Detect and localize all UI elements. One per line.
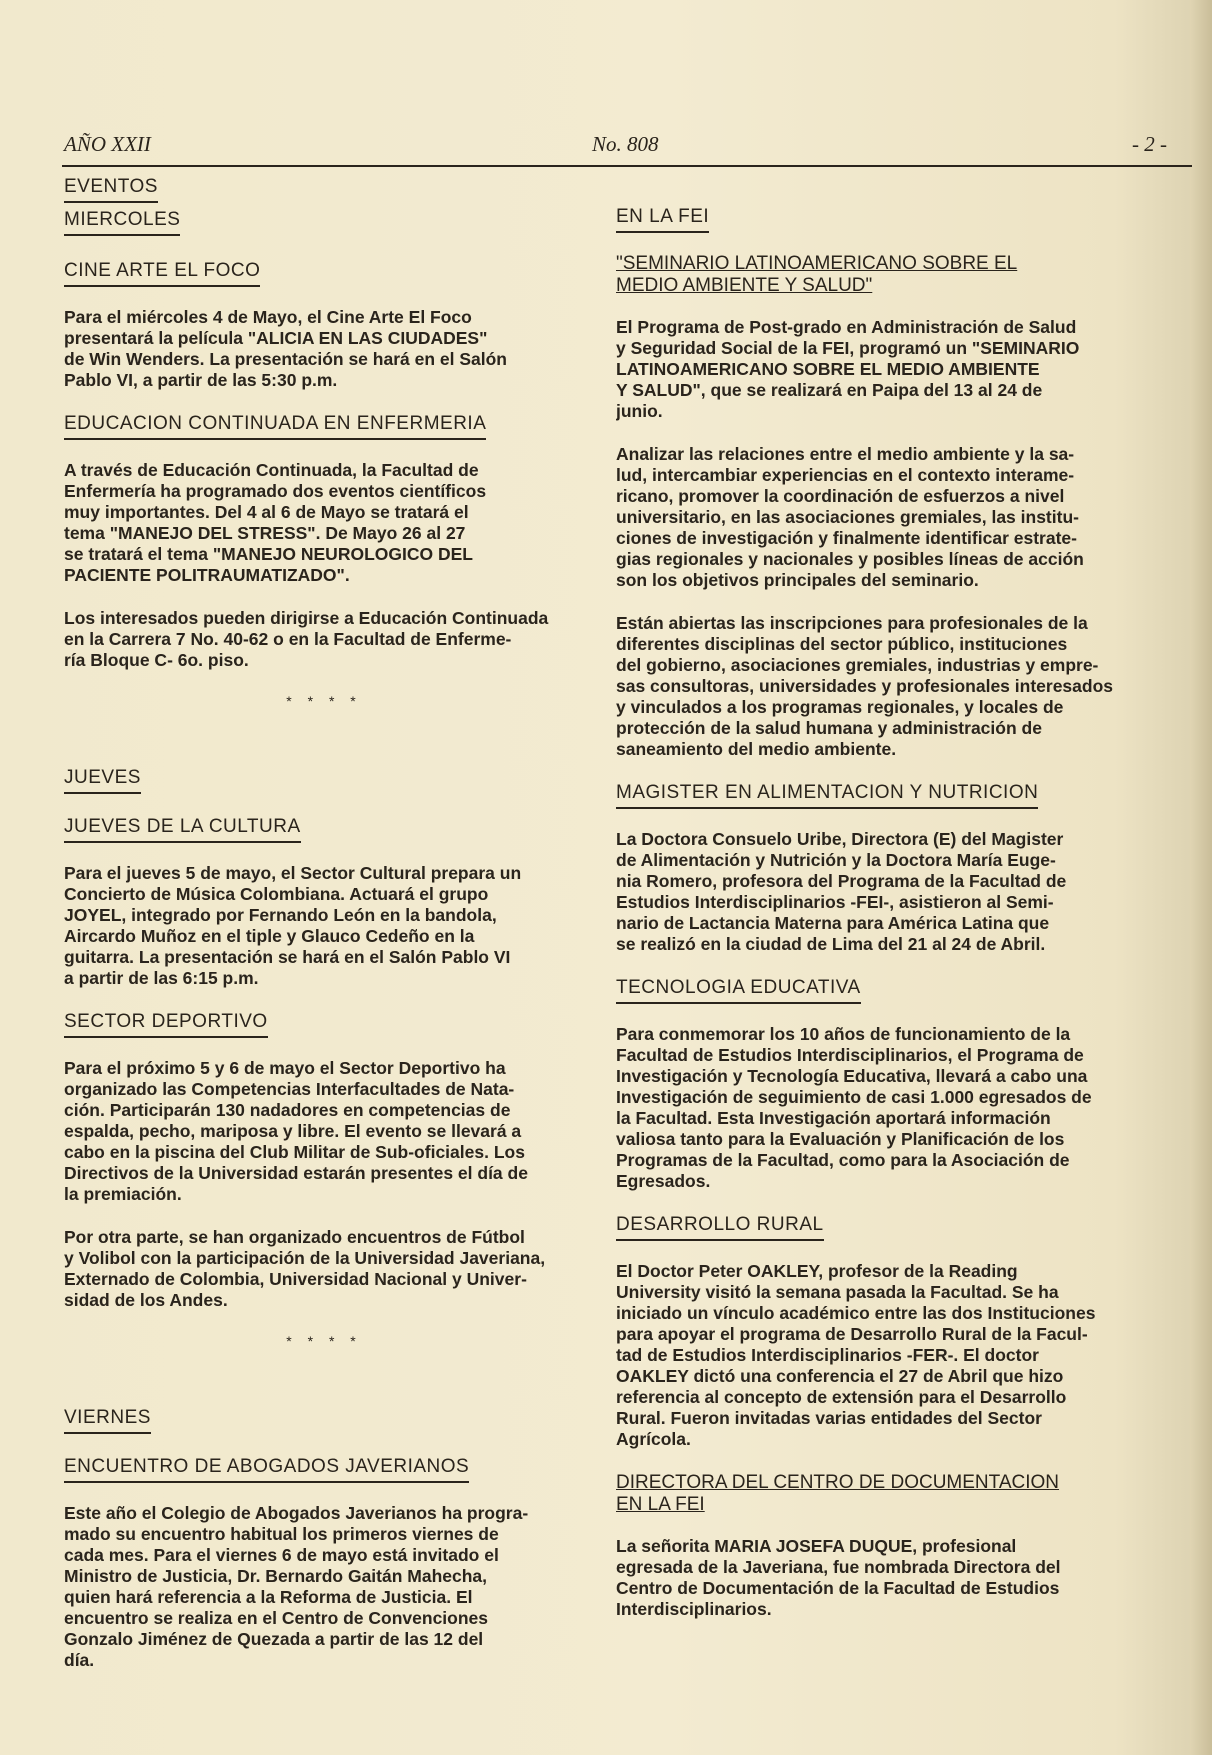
text-line: a partir de las 6:15 p.m.	[64, 968, 259, 988]
text-line: valiosa tanto para la Evaluación y Planificación de los	[616, 1129, 1065, 1149]
text-line: Egresados.	[616, 1171, 711, 1191]
header-rule	[62, 165, 1192, 167]
text-line: ciones de investigación y finalmente identificar estrate-	[616, 528, 1077, 548]
cultura-title: JUEVES DE LA CULTURA	[64, 816, 301, 843]
text-line: A través de Educación Continuada, la Facultad de	[64, 460, 479, 480]
text-line: University visitó la semana pasada la Facultad. Se ha	[616, 1282, 1059, 1302]
text-line: son los objetivos principales del seminario.	[616, 570, 979, 590]
day-viernes: VIERNES	[64, 1407, 151, 1434]
text-line: Externado de Colombia, Universidad Nacional y Univer-	[64, 1269, 527, 1289]
text-line: la Facultad. Esta Investigación aportará información	[616, 1108, 1051, 1128]
magister-text	[616, 829, 1156, 955]
rural-title: DESARROLLO RURAL	[616, 1214, 824, 1241]
educacion-title: EDUCACION CONTINUADA EN ENFERMERIA	[64, 413, 486, 440]
text-line: Directivos de la Universidad estarán presentes el día de	[64, 1163, 528, 1183]
text-line: Por otra parte, se han organizado encuentros de Fútbol	[64, 1227, 525, 1247]
text-line: Enfermería ha programado dos eventos científicos	[64, 481, 487, 501]
deportivo-text-2	[64, 1227, 584, 1311]
deportivo-text	[64, 1058, 584, 1205]
text-line: tema "MANEJO DEL STRESS". De Mayo 26 al 27	[64, 523, 466, 543]
text-line: en la Carrera 7 No. 40-62 o en la Facultad de Enferme-	[64, 629, 512, 649]
text-line: JOYEL, integrado por Fernando León en la bandola,	[64, 905, 497, 925]
text-line: referencia al concepto de extensión para el Desarrollo	[616, 1387, 1067, 1407]
text-line: presentará la película "ALICIA EN LAS CIUDADES"	[64, 328, 488, 348]
text-line: Para el próximo 5 y 6 de mayo el Sector Deportivo ha	[64, 1058, 506, 1078]
text-line: Concierto de Música Colombiana. Actuará el grupo	[64, 884, 489, 904]
text-line: lud, intercambiar experiencias en el contexto interame-	[616, 465, 1075, 485]
seminario-text-2	[616, 444, 1156, 591]
header-issue-number: No. 808	[592, 132, 659, 156]
title-line: DIRECTORA DEL CENTRO DE DOCUMENTACION	[616, 1472, 1060, 1493]
title-line: EN LA FEI	[616, 1494, 705, 1515]
text-line: diferentes disciplinas del sector público, instituciones	[616, 634, 1068, 654]
educacion-text-2	[64, 608, 584, 671]
text-line: universitario, en las asociaciones gremiales, las institu-	[616, 507, 1079, 527]
text-line: cada mes. Para el viernes 6 de mayo está invitado el	[64, 1545, 499, 1565]
text-line: para apoyar el programa de Desarrollo Rural de la Facul-	[616, 1324, 1088, 1344]
text-line: Programas de la Facultad, como para la Asociación de	[616, 1150, 1070, 1170]
text-line: gias regionales y nacionales y posibles líneas de acción	[616, 549, 1084, 569]
separator-stars: * * * *	[286, 1333, 362, 1349]
text-line: tad de Estudios Interdisciplinarios -FER-. El doctor	[616, 1345, 1039, 1365]
text-line: sas consultoras, universidades y profesionales interesados	[616, 676, 1113, 696]
seminario-title	[616, 253, 1156, 297]
text-line: nia Romero, profesora del Programa de la Facultad de	[616, 871, 1067, 891]
cultura-text	[64, 863, 584, 989]
text-line: nario de Lactancia Materna para América Latina que	[616, 913, 1050, 933]
text-line: espalda, pecho, mariposa y libre. El evento se llevará a	[64, 1121, 522, 1141]
text-line: Gonzalo Jiménez de Quezada a partir de las 12 del	[64, 1629, 484, 1649]
separator-stars: * * * *	[286, 693, 362, 709]
text-line: cabo en la piscina del Club Militar de Sub-oficiales. Los	[64, 1142, 525, 1162]
text-line: junio.	[616, 401, 663, 421]
text-line: Estudios Interdisciplinarios -FEI-, asistieron al Semi-	[616, 892, 1054, 912]
text-line: Ministro de Justicia, Dr. Bernardo Gaitán Mahecha,	[64, 1566, 488, 1586]
text-line: organizado las Competencias Interfacultades de Nata-	[64, 1079, 515, 1099]
directora-text	[616, 1536, 1156, 1620]
seminario-text-3	[616, 613, 1156, 760]
text-line: Centro de Documentación de la Facultad de Estudios	[616, 1578, 1060, 1598]
text-line: ría Bloque C- 6o. piso.	[64, 650, 249, 670]
text-line: Están abiertas las inscripciones para profesionales de la	[616, 613, 1088, 633]
cine-arte-title: CINE ARTE EL FOCO	[64, 260, 260, 287]
text-line: El Doctor Peter OAKLEY, profesor de la Reading	[616, 1261, 1018, 1281]
text-line: quien hará referencia a la Reforma de Justicia. El	[64, 1587, 473, 1607]
header-year: AÑO XXII	[64, 132, 151, 156]
text-line: día.	[64, 1650, 95, 1670]
abogados-text	[64, 1503, 584, 1671]
rural-text	[616, 1261, 1156, 1450]
text-line: de Alimentación y Nutrición y la Doctora María Euge-	[616, 850, 1056, 870]
text-line: Para el jueves 5 de mayo, el Sector Cultural prepara un	[64, 863, 522, 883]
text-line: de Win Wenders. La presentación se hará en el Salón	[64, 349, 507, 369]
header-page-number: - 2 -	[1132, 132, 1167, 156]
text-line: protección de la salud humana y administración de	[616, 718, 1042, 738]
day-miercoles: MIERCOLES	[64, 209, 180, 236]
text-line: La señorita MARIA JOSEFA DUQUE, profesional	[616, 1536, 1017, 1556]
text-line: mado su encuentro habitual los primeros viernes de	[64, 1524, 499, 1544]
text-line: Para el miércoles 4 de Mayo, el Cine Arte El Foco	[64, 307, 472, 327]
text-line: La Doctora Consuelo Uribe, Directora (E) del Magister	[616, 829, 1064, 849]
cine-arte-text	[64, 307, 584, 391]
directora-title	[616, 1472, 1156, 1516]
page-header	[62, 128, 1192, 162]
text-line: Interdisciplinarios.	[616, 1599, 772, 1619]
text-line: LATINOAMERICANO SOBRE EL MEDIO AMBIENTE	[616, 359, 1040, 379]
day-jueves: JUEVES	[64, 767, 141, 794]
text-line: Para conmemorar los 10 años de funcionamiento de la	[616, 1024, 1071, 1044]
text-line: saneamiento del medio ambiente.	[616, 739, 897, 759]
tecnologia-text	[616, 1024, 1156, 1192]
text-line: Analizar las relaciones entre el medio ambiente y la sa-	[616, 444, 1075, 464]
text-line: Investigación y Tecnología Educativa, llevará a cabo una	[616, 1066, 1088, 1086]
text-line: Facultad de Estudios Interdisciplinarios, el Programa de	[616, 1045, 1084, 1065]
text-line: del gobierno, asociaciones gremiales, industrias y empre-	[616, 655, 1099, 675]
magister-title: MAGISTER EN ALIMENTACION Y NUTRICION	[616, 782, 1038, 809]
text-line: Este año el Colegio de Abogados Javerianos ha progra-	[64, 1503, 529, 1523]
right-column	[616, 206, 1156, 1642]
text-line: y Volibol con la participación de la Universidad Javeriana,	[64, 1248, 546, 1268]
educacion-text	[64, 460, 584, 586]
left-column	[64, 176, 584, 1693]
text-line: encuentro se realiza en el Centro de Convenciones	[64, 1608, 489, 1628]
abogados-title: ENCUENTRO DE ABOGADOS JAVERIANOS	[64, 1456, 469, 1483]
text-line: y Seguridad Social de la FEI, programó un "SEMINARIO	[616, 338, 1080, 358]
text-line: Pablo VI, a partir de las 5:30 p.m.	[64, 370, 338, 390]
text-line: la premiación.	[64, 1184, 182, 1204]
text-line: y vinculados a los programas regionales, y locales de	[616, 697, 1064, 717]
text-line: ción. Participarán 130 nadadores en competencias de	[64, 1100, 511, 1120]
seminario-text	[616, 317, 1156, 422]
text-line: iniciado un vínculo académico entre las dos Instituciones	[616, 1303, 1096, 1323]
text-line: Investigación de seguimiento de casi 1.000 egresados de	[616, 1087, 1092, 1107]
title-line: "SEMINARIO LATINOAMERICANO SOBRE EL	[616, 253, 1018, 274]
title-line: MEDIO AMBIENTE Y SALUD"	[616, 275, 873, 296]
text-line: Los interesados pueden dirigirse a Educación Continuada	[64, 608, 549, 628]
text-line: se tratará el tema "MANEJO NEUROLOGICO DEL	[64, 544, 473, 564]
page-edge-shadow	[1190, 0, 1212, 1755]
text-line: Rural. Fueron invitadas varias entidades del Sector	[616, 1408, 1042, 1428]
tecnologia-title: TECNOLOGIA EDUCATIVA	[616, 977, 861, 1004]
text-line: Y SALUD", que se realizará en Paipa del 13 al 24 de	[616, 380, 1043, 400]
text-line: PACIENTE POLITRAUMATIZADO".	[64, 565, 350, 585]
text-line: sidad de los Andes.	[64, 1290, 228, 1310]
text-line: Aircardo Muñoz en el tiple y Glauco Cedeño en la	[64, 926, 475, 946]
text-line: OAKLEY dictó una conferencia el 27 de Abril que hizo	[616, 1366, 1064, 1386]
text-line: se realizó en la ciudad de Lima del 21 al 24 de Abril.	[616, 934, 1046, 954]
text-line: El Programa de Post-grado en Administración de Salud	[616, 317, 1077, 337]
text-line: muy importantes. Del 4 al 6 de Mayo se tratará el	[64, 502, 469, 522]
fei-title: EN LA FEI	[616, 206, 709, 233]
text-line: guitarra. La presentación se hará en el Salón Pablo VI	[64, 947, 511, 967]
text-line: egresada de la Javeriana, fue nombrada Directora del	[616, 1557, 1061, 1577]
text-line: Agrícola.	[616, 1429, 691, 1449]
section-eventos: EVENTOS	[64, 176, 158, 203]
deportivo-title: SECTOR DEPORTIVO	[64, 1011, 268, 1038]
text-line: ricano, promover la coordinación de esfuerzos a nivel	[616, 486, 1065, 506]
